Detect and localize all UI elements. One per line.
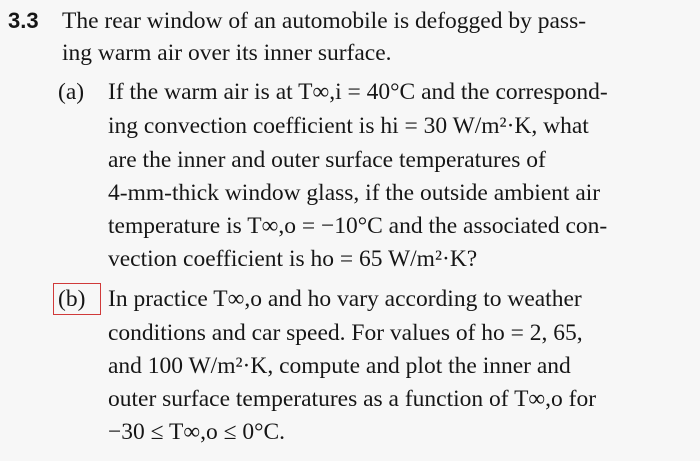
part-a-line-2: ing convection coefficient is hi = 30 W/m²·K, what [108,113,589,139]
problem-number: 3.3 [8,8,39,33]
part-a-label: (a) [58,79,85,105]
part-a-line-5: temperature is T∞,o = −10°C and the associated con- [108,213,608,239]
part-b-line-2: conditions and car speed. For values of ho = 2, 65, [108,320,583,346]
part-b-line-3: and 100 W/m²·K, compute and plot the inner and [108,353,571,379]
part-a-line-1: If the warm air is at T∞,i = 40°C and the correspond- [108,79,608,105]
intro-line-1: The rear window of an automobile is defogged by pass- [62,8,587,34]
part-a-line-4: 4-mm-thick window glass, if the outside ambient air [108,180,601,206]
part-a-line-6: vection coefficient is ho = 65 W/m²·K? [108,246,478,272]
part-b-line-4: outer surface temperatures as a function of T∞,o for [108,386,597,412]
part-a-line-3: are the inner and outer surface temperatures of [108,147,546,173]
part-b-line-1: In practice T∞,o and ho vary according to weather [108,286,582,312]
part-b-label: (b) [58,286,86,312]
part-b-line-5: −30 ≤ T∞,o ≤ 0°C. [108,419,286,445]
intro-line-2: ing warm air over its inner surface. [62,40,392,66]
